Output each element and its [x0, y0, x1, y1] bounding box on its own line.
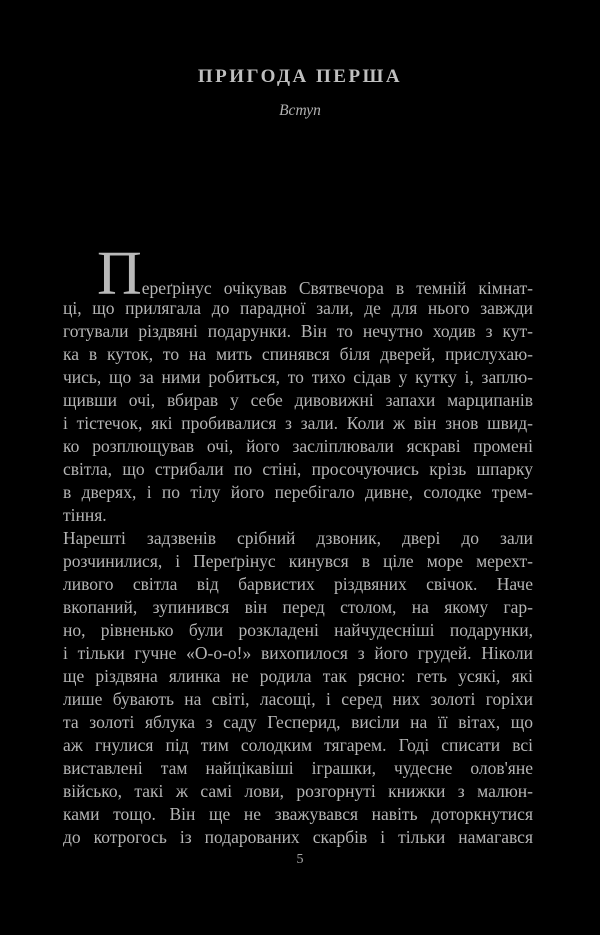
text-line: ка в куток, то на мить спинявся біля дверей, прислухаю- [63, 344, 533, 364]
text-line: вкопаний, зупинився він перед столом, на якому гар- [63, 597, 533, 617]
text-line-content: ереґрінус очікував Святвечора в темній кімнат- [141, 278, 533, 298]
text-line: і тістечок, які пробивалися з зали. Коли ж він знов швид- [63, 413, 533, 433]
paragraph-1 [63, 297, 533, 527]
text-line: аж гнулися під тим солодким тягарем. Годі списати всі [63, 735, 533, 755]
text-line: щивши очі, вбирав у себе дивовижні запахи марципанів [63, 390, 533, 410]
text-line: розчинилися, і Переґрінус кинувся в ціле море мерехт- [63, 551, 533, 571]
text-line: Нарешті задзвенів срібний дзвоник, двері до зали [63, 528, 533, 548]
text-line: ко розплющував очі, його засліплювали яскраві промені [63, 436, 533, 456]
text-line: готували різдвяні подарунки. Він то нечутно ходив з кут- [63, 321, 533, 341]
text-line: ці, що прилягала до парадної зали, де для нього завжди [63, 298, 533, 318]
page-number: 5 [296, 852, 304, 867]
body-text [63, 240, 533, 849]
drop-cap: П [97, 240, 142, 308]
text-line: тіння. [63, 505, 107, 525]
text-line: військо, такі ж самі лови, розгорнуті книжки з малюн- [63, 781, 533, 801]
text-line: виставлені там найцікавіші іграшки, чудесне олов'яне [63, 758, 533, 778]
chapter-title: ПРИГОДА ПЕРША [197, 66, 403, 87]
text-line: чись, що за ними робиться, то тихо сідав у кутку і, заплю- [63, 367, 533, 387]
text-line: і тільки гучне «О-о-о!» вихопилося з його грудей. Ніколи [63, 643, 533, 663]
text-line: в дверях, і по тілу його перебігало дивне, солодке трем- [63, 482, 533, 502]
text-line: світла, що стрибали по стіні, просочуючись крізь шпарку [63, 459, 533, 479]
text-line: ками тощо. Він ще не зважувався навіть доторкнутися [63, 804, 533, 824]
text-line: ливого світла від барвистих різдвяних свічок. Наче [63, 574, 533, 594]
text-line: до котрогось із подарованих скарбів і тільки намагався [63, 827, 533, 847]
text-line: та золоті яблука з саду Гесперид, висіли на її вітах, що [63, 712, 533, 732]
paragraph-2 [63, 527, 533, 849]
section-subtitle: Вступ [279, 102, 321, 119]
text-line: лише бувають на світі, ласощі, і серед них золоті горіхи [63, 689, 533, 709]
text-line: но, рівненько були розкладені найчудесніші подарунки, [63, 620, 533, 640]
text-line: ще різдвяна ялинка не родила так рясно: геть усякі, які [63, 666, 533, 686]
